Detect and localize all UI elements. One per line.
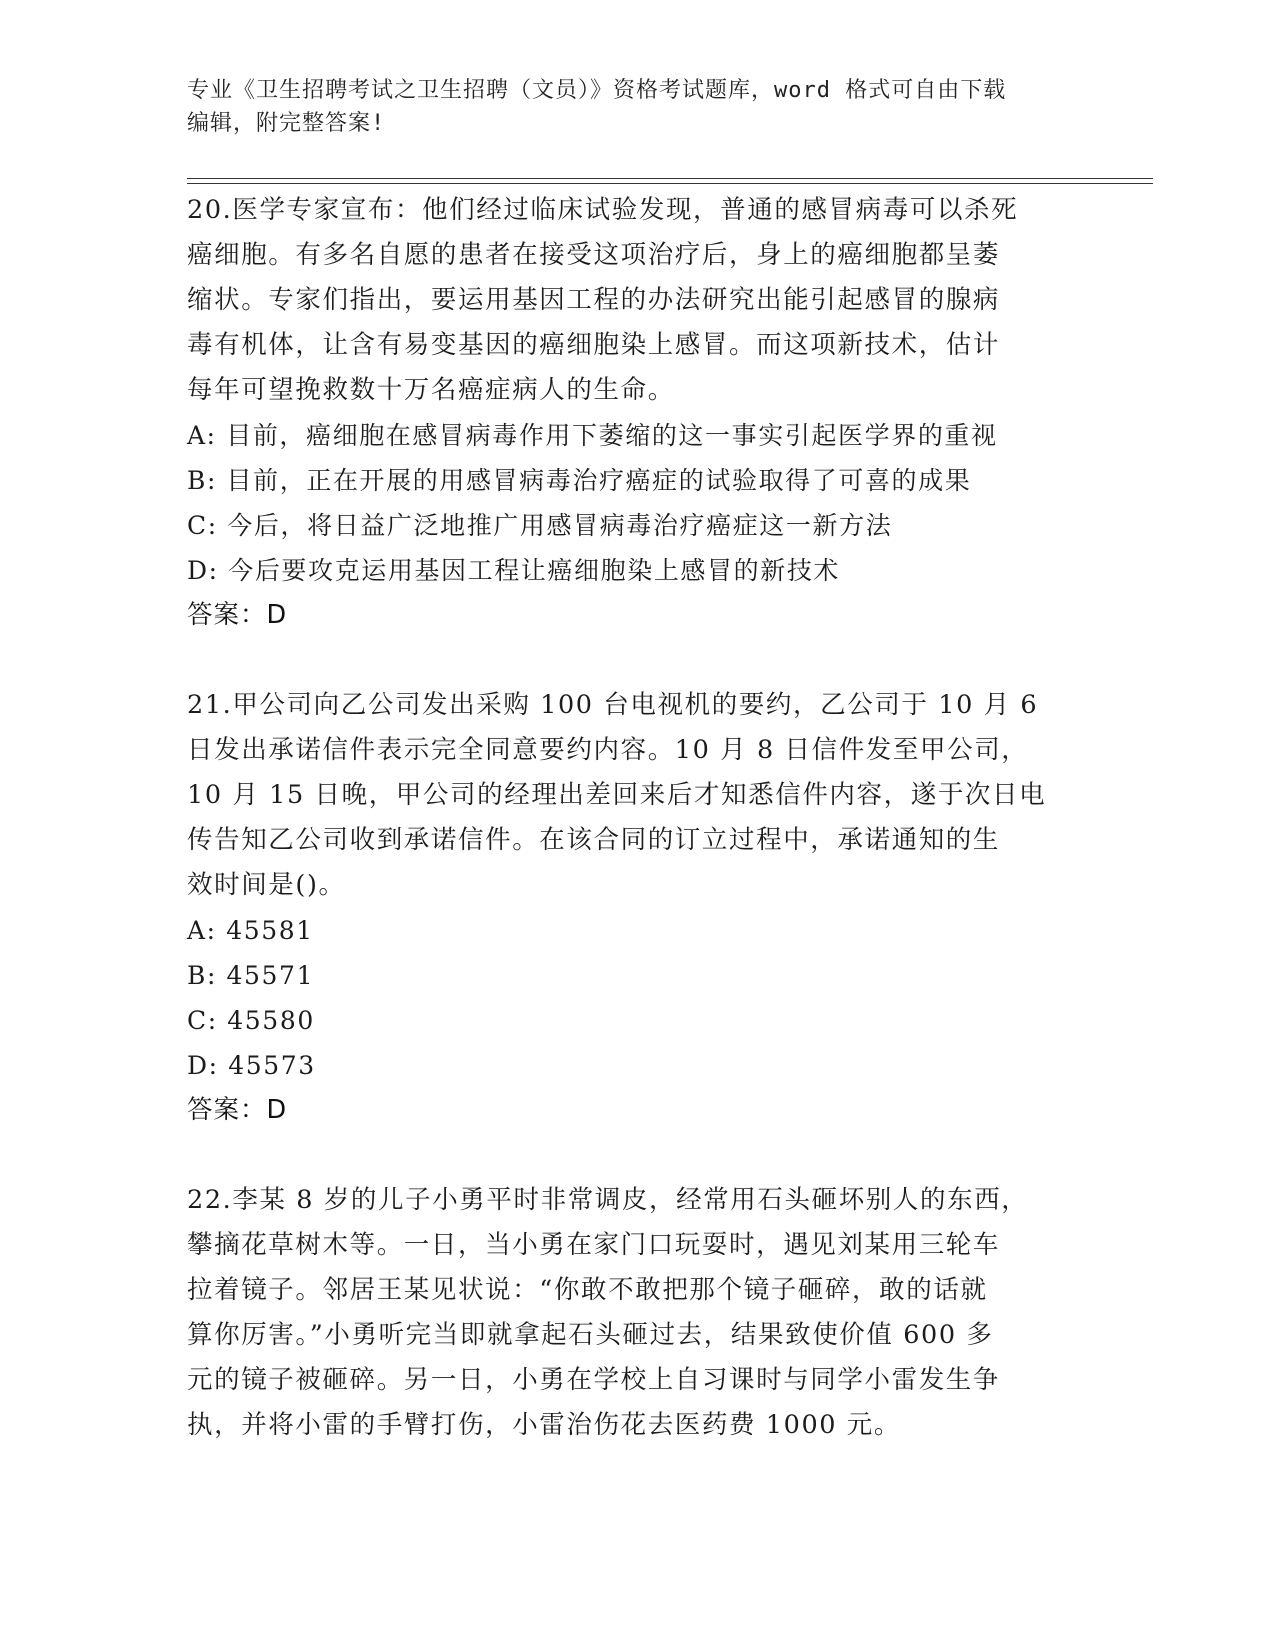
option-a: A: 目前，癌细胞在感冒病毒作用下萎缩的这一事实引起医学界的重视 [187, 421, 998, 450]
question-text-line: 攀摘花草树木等。一日，当小勇在家门口玩耍时，遇见刘某用三轮车 [187, 1230, 1001, 1260]
option-c: C: 45580 [187, 1006, 315, 1035]
question-spacer [187, 1133, 1087, 1178]
question-text-line: 缩状。专家们指出，要运用基因工程的办法研究出能引起感冒的腺病 [187, 285, 1001, 315]
answer-label: 答案：D [187, 600, 288, 630]
question-text-line: 毒有机体，让含有易变基因的癌细胞染上感冒。而这项新技术，估计 [187, 330, 1001, 360]
question-list [187, 188, 1087, 1448]
document-header [187, 74, 1087, 140]
option-c: C: 今后，将日益广泛地推广用感冒病毒治疗癌症这一新方法 [187, 511, 893, 540]
header-divider-bottom [187, 183, 1153, 184]
option-a: A: 45581 [187, 916, 314, 945]
question-text-line: 22.李某 8 岁的儿子小勇平时非常调皮，经常用石头砸坏别人的东西， [187, 1185, 1029, 1215]
question-text-line: 算你厉害。”小勇听完当即就拿起石头砸过去，结果致使价值 600 多 [187, 1320, 994, 1350]
option-b: B: 45571 [187, 961, 315, 990]
question-22 [187, 1178, 1087, 1448]
question-text-line: 每年可望挽救数十万名癌症病人的生命。 [187, 375, 675, 405]
question-21 [187, 683, 1087, 1133]
header-line-1: 专业《卫生招聘考试之卫生招聘（文员）》资格考试题库，word 格式可自由下载 [187, 78, 1007, 103]
header-line-2: 编辑，附完整答案! [187, 111, 386, 136]
question-text-line: 10 月 15 日晚，甲公司的经理出差回来后才知悉信件内容，遂于次日电 [187, 780, 1047, 810]
question-text-line: 元的镜子被砸碎。另一日，小勇在学校上自习课时与同学小雷发生争 [187, 1365, 1001, 1395]
question-text-line: 21.甲公司向乙公司发出采购 100 台电视机的要约，乙公司于 10 月 6 [187, 690, 1039, 720]
question-text-line: 效时间是()。 [187, 870, 346, 900]
question-text-line: 日发出承诺信件表示完全同意要约内容。10 月 8 日信件发至甲公司， [187, 735, 1029, 765]
question-spacer [187, 638, 1087, 683]
header-divider-top [187, 178, 1153, 179]
question-text-line: 癌细胞。有多名自愿的患者在接受这项治疗后，身上的癌细胞都呈萎 [187, 240, 1001, 270]
question-text-line: 拉着镜子。邻居王某见状说：“你敢不敢把那个镜子砸碎，敢的话就 [187, 1275, 988, 1305]
question-text-line: 20.医学专家宣布：他们经过临床试验发现，普通的感冒病毒可以杀死 [187, 195, 1019, 225]
question-text-line: 传告知乙公司收到承诺信件。在该合同的订立过程中，承诺通知的生 [187, 825, 1001, 855]
option-d: D: 45573 [187, 1051, 316, 1080]
question-20 [187, 188, 1087, 638]
question-text-line: 执，并将小雷的手臂打伤，小雷治伤花去医药费 1000 元。 [187, 1410, 902, 1440]
answer-label: 答案：D [187, 1095, 288, 1125]
option-d: D: 今后要攻克运用基因工程让癌细胞染上感冒的新技术 [187, 556, 841, 585]
option-b: B: 目前，正在开展的用感冒病毒治疗癌症的试验取得了可喜的成果 [187, 466, 972, 495]
